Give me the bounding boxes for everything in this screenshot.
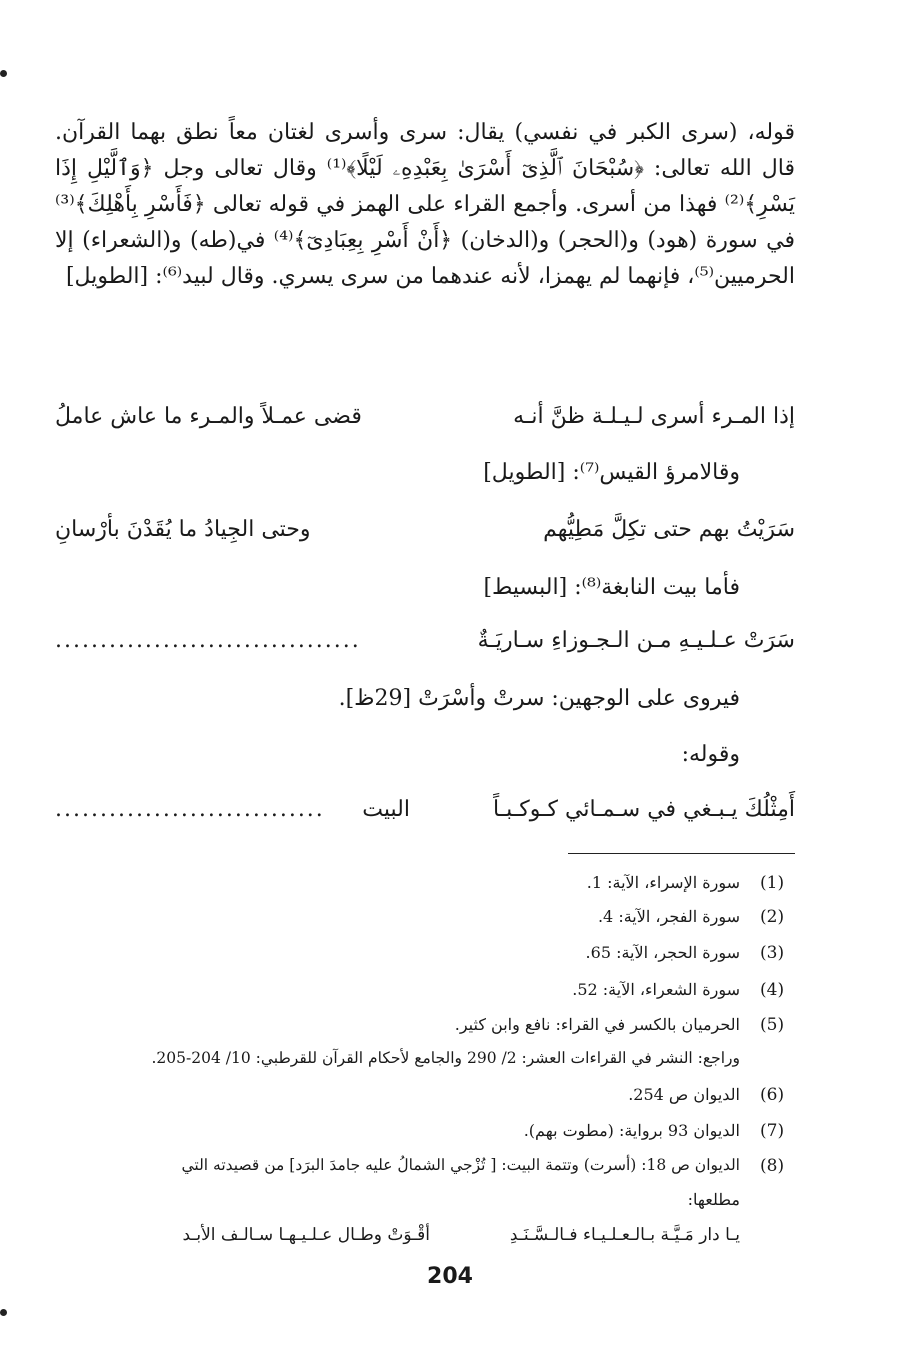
verse-second-hemistich: وحتى الجِيادُ ما يُقَدْنَ بأرْسانِ xyxy=(55,517,311,542)
text-line: فيروى على الوجهين: سرتْ وأسْرَتْ [29ظ]. xyxy=(338,686,740,711)
verse-intro: وقالامرؤ القيس⁽⁷⁾: [الطويل] xyxy=(483,460,740,485)
page-number: 204 xyxy=(427,1264,473,1289)
footnote-number: (7) xyxy=(760,1121,785,1141)
verse-line xyxy=(55,517,795,553)
footnote-number: (2) xyxy=(760,907,785,927)
footnote-text: وراجع: النشر في القراءات العشر: 2/ 290 والجامع لأحكام القرآن للقرطبي: 10/ 204-205. xyxy=(151,1049,740,1067)
footnote-number: (1) xyxy=(760,873,785,893)
verse-second-hemistich: قضى عمـلاً والمـرء ما عاش عاملُ xyxy=(55,404,362,429)
footnote-text: سورة الإسراء، الآية: 1. xyxy=(586,873,740,892)
footnote-number: (5) xyxy=(760,1015,785,1035)
footnote-verse-first: يـا دار مَـيَّـة بـالـعـلـيـاء فـالـسَّـنَـدِ xyxy=(509,1225,740,1245)
verse-first-hemistich: إذا المـرء أسرى لـيـلـة ظنَّ أنـه xyxy=(513,404,795,429)
verse-first-hemistich: سَرَيْتُ بهم حتى تكِلَّ مَطِيُّهم xyxy=(543,517,795,542)
ellipsis-dots: .............................. xyxy=(55,797,325,822)
footnote-text: الديوان 93 برواية: (مطوت بهم). xyxy=(523,1121,740,1140)
text-line: وقوله: xyxy=(681,742,740,767)
verse-abbreviation: البيت xyxy=(362,797,410,822)
footnote-number: (6) xyxy=(760,1085,785,1105)
footnote-number: (4) xyxy=(760,980,785,1000)
verse-intro: فأما بيت النابغة⁽⁸⁾: [البسيط] xyxy=(483,575,740,600)
margin-mark-top xyxy=(0,70,7,77)
footnote-text: الديوان ص 18: (أسرت) وتتمة البيت: [ تُزْجي الشمالُ عليه جامدَ البرَد] من قصيدته التي xyxy=(181,1156,740,1174)
margin-mark-bottom xyxy=(0,1309,7,1316)
footnote-number: (8) xyxy=(760,1156,785,1176)
footnote-text: الديوان ص 254. xyxy=(628,1085,740,1104)
verse-line xyxy=(55,797,795,833)
footnote-verse-second: أقْـوَتْ وطـال عـلـيـهـا سـالـف الأبـد xyxy=(182,1225,430,1245)
verse-first-hemistich: أَمِثْلُكَ يـبـغي في سـمـائي كـوكـبـاً xyxy=(493,797,795,822)
main-paragraph: قوله، (سرى الكبر في نفسي) يقال: سرى وأسرى لغتان معاً نطق بهما القرآن. قال الله تعالى: ﴿سُبْحَانَ ٱلَّذِىٓ أَسْرَىٰ بِعَبْدِهِۦ لَيْلًا﴾⁽¹⁾ وقال تعالى وجل ﴿وَٱلَّيْلِ إِذَا يَسْرِ﴾⁽²⁾ فهذا من أسرى. وأجمع القراء على الهمز في قوله تعالى ﴿فَأَسْرِ بِأَهْلِكَ﴾⁽³⁾ في سورة (هود) و(الحجر) و(الدخان) ﴿أَنْ أَسْرِ بِعِبَادِىٓ﴾⁽⁴⁾ في(طه) و(الشعراء) إلا الحرميين⁽⁵⁾، فإنهما لم يهمزا، لأنه عندهما من سرى يسري. وقال لبيد⁽⁶⁾: [الطويل] xyxy=(55,120,795,289)
footnote-number: (3) xyxy=(760,943,785,963)
verse-line xyxy=(55,628,795,664)
verse-line xyxy=(55,404,795,440)
footnote-separator xyxy=(568,853,795,854)
footnote-text: مطلعها: xyxy=(687,1190,740,1209)
ellipsis-dots: .................................. xyxy=(55,628,361,653)
footnote-text: سورة الشعراء، الآية: 52. xyxy=(572,980,740,999)
footnote-text: سورة الحجر، الآية: 65. xyxy=(585,943,740,962)
footnote-text: سورة الفجر، الآية: 4. xyxy=(597,907,740,926)
footnote-text: الحرميان بالكسر في القراء: نافع وابن كثير. xyxy=(454,1015,740,1034)
verse-first-hemistich: سَرَتْ عـلـيـهِ مـن الـجـوزاءِ سـاريَـةٌ xyxy=(477,628,795,653)
